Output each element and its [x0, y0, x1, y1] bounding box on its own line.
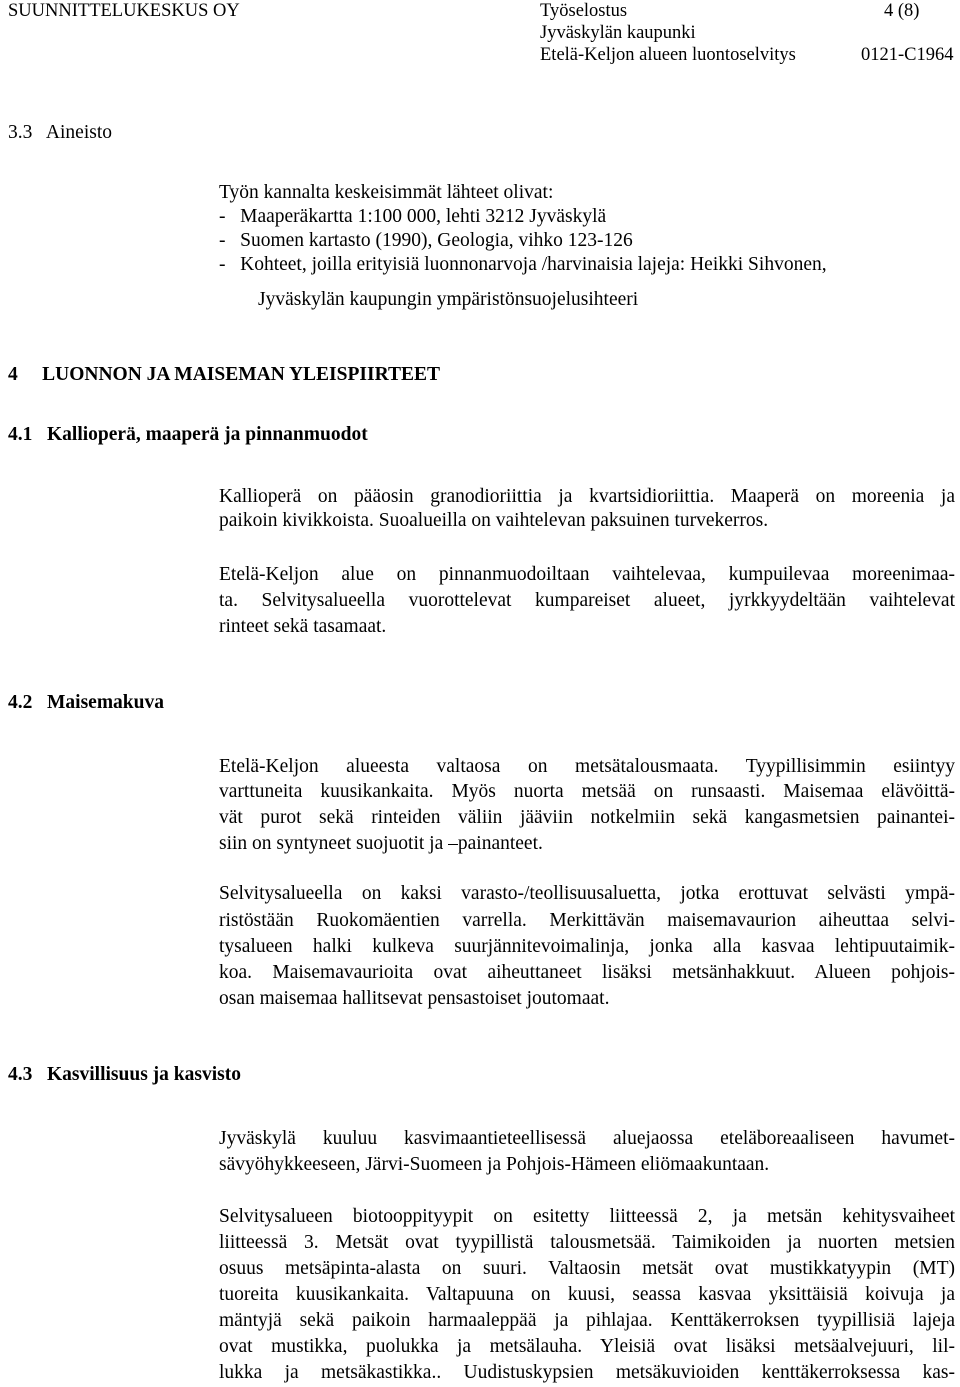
s42-p2-line-4: koa. Maisemavaurioita ovat aiheuttaneet lisäksi metsänhakkuut. Alueen pohjois- — [219, 962, 955, 983]
section-3-3-heading: 3.3 Aineisto — [8, 122, 113, 143]
header-company: SUUNNITTELUKESKUS OY — [8, 1, 240, 21]
s43-p2-line-7: lukka ja metsäkastikka.. Uudistuskypsien metsäkuvioiden kenttäkerroksessa kas- — [219, 1362, 955, 1383]
s33-line-1: Työn kannalta keskeisimmät lähteet olivat: — [219, 182, 554, 203]
s33-line-2: - Maaperäkartta 1:100 000, lehti 3212 Jyväskylä — [219, 206, 607, 227]
s43-p1-line-2: sävyöhykkeeseen, Järvi-Suomeen ja Pohjois-Hämeen eliömaakuntaan. — [219, 1154, 770, 1175]
s42-p2-line-5: osan maisemaa hallitsevat pensastoiset joutomaat. — [219, 988, 610, 1009]
s43-p2-line-6: ovat mustikka, puolukka ja metsälauha. Yleisiä ovat lisäksi metsäalvejuuri, lil- — [219, 1336, 955, 1357]
s43-p2-line-4: tuoreita kuusikankaita. Valtapuuna on kuusi, seassa kasvaa yksittäisiä koivuja ja — [219, 1284, 955, 1305]
s42-p1-line-1: Etelä-Keljon alueesta valtaosa on metsätalousmaata. Tyypillisimmin esiintyy — [219, 756, 955, 777]
section-4-1-heading: 4.1 Kallioperä, maaperä ja pinnanmuodot — [8, 424, 368, 445]
s41-p2-line-3: rinteet sekä tasamaat. — [219, 616, 387, 637]
header-doc-type: Työselostus — [540, 1, 628, 21]
s42-p2-line-3: tysalueen halki kulkeva suurjännitevoimalinja, jonka alla kasvaa lehtipuutaimik- — [219, 936, 955, 957]
s42-p2-line-1: Selvitysalueella on kaksi varasto-/teollisuusaluetta, jotka erottuvat selvästi ympä- — [219, 883, 955, 904]
section-4-2-heading: 4.2 Maisemakuva — [8, 692, 164, 713]
s42-p1-line-4: siin on syntyneet suojuotit ja –painanteet. — [219, 833, 543, 854]
s33-line-3: - Suomen kartasto (1990), Geologia, vihko 123-126 — [219, 230, 633, 251]
section-4-heading: 4 LUONNON JA MAISEMAN YLEISPIIRTEET — [8, 364, 440, 385]
header-client: Jyväskylän kaupunki — [540, 23, 696, 43]
header-project-number: 0121-C1964 — [861, 45, 954, 65]
s43-p1-line-1: Jyväskylä kuuluu kasvimaantieteellisessä aluejaossa eteläboreaaliseen havumet- — [219, 1128, 955, 1149]
section-4-3-heading: 4.3 Kasvillisuus ja kasvisto — [8, 1064, 241, 1085]
s41-p2-line-2: ta. Selvitysalueella vuorottelevat kumpareiset alueet, jyrkkyydeltään vaihtelevat — [219, 590, 955, 611]
s33-line-5: Jyväskylän kaupungin ympäristönsuojelusihteeri — [258, 289, 639, 310]
s41-p2-line-1: Etelä-Keljon alue on pinnanmuodoiltaan vaihtelevaa, kumpuilevaa moreenimaa- — [219, 564, 955, 585]
s42-p1-line-3: vät purot sekä rinteiden väliin jääviin notkelmiin sekä kangasmetsien painantei- — [219, 807, 955, 828]
s41-p1-line-2: paikoin kivikkoista. Suoalueilla on vaihtelevan paksuinen turvekerros. — [219, 510, 769, 531]
s43-p2-line-1: Selvitysalueen biotooppityypit on esitetty liitteessä 2, ja metsän kehitysvaiheet — [219, 1206, 955, 1227]
header-page-number: 4 (8) — [884, 1, 920, 21]
s33-line-4: - Kohteet, joilla erityisiä luonnonarvoja /harvinaisia lajeja: Heikki Sihvonen, — [219, 254, 827, 275]
s41-p1-line-1: Kallioperä on pääosin granodioriittia ja kvartsidioriittia. Maaperä on moreenia ja — [219, 486, 955, 507]
s42-p1-line-2: varttuneita kuusikankaita. Myös nuorta metsää on runsaasti. Maisemaa elävöittä- — [219, 781, 955, 802]
header-project: Etelä-Keljon alueen luontoselvitys — [540, 45, 796, 65]
s43-p2-line-5: mäntyjä sekä paikoin harmaaleppää ja pihlajaa. Kenttäkerroksen tyypillisiä lajeja — [219, 1310, 955, 1331]
s43-p2-line-3: osuus metsäpinta-alasta on suuri. Valtaosin metsät ovat mustikkatyypin (MT) — [219, 1258, 955, 1279]
s43-p2-line-2: liitteessä 3. Metsät ovat tyypillistä talousmetsää. Taimikoiden ja nuorten metsien — [219, 1232, 955, 1253]
s42-p2-line-2: ristöstään Ruokomäentien varrella. Merkittävän maisemavaurion aiheuttaa selvi- — [219, 910, 955, 931]
